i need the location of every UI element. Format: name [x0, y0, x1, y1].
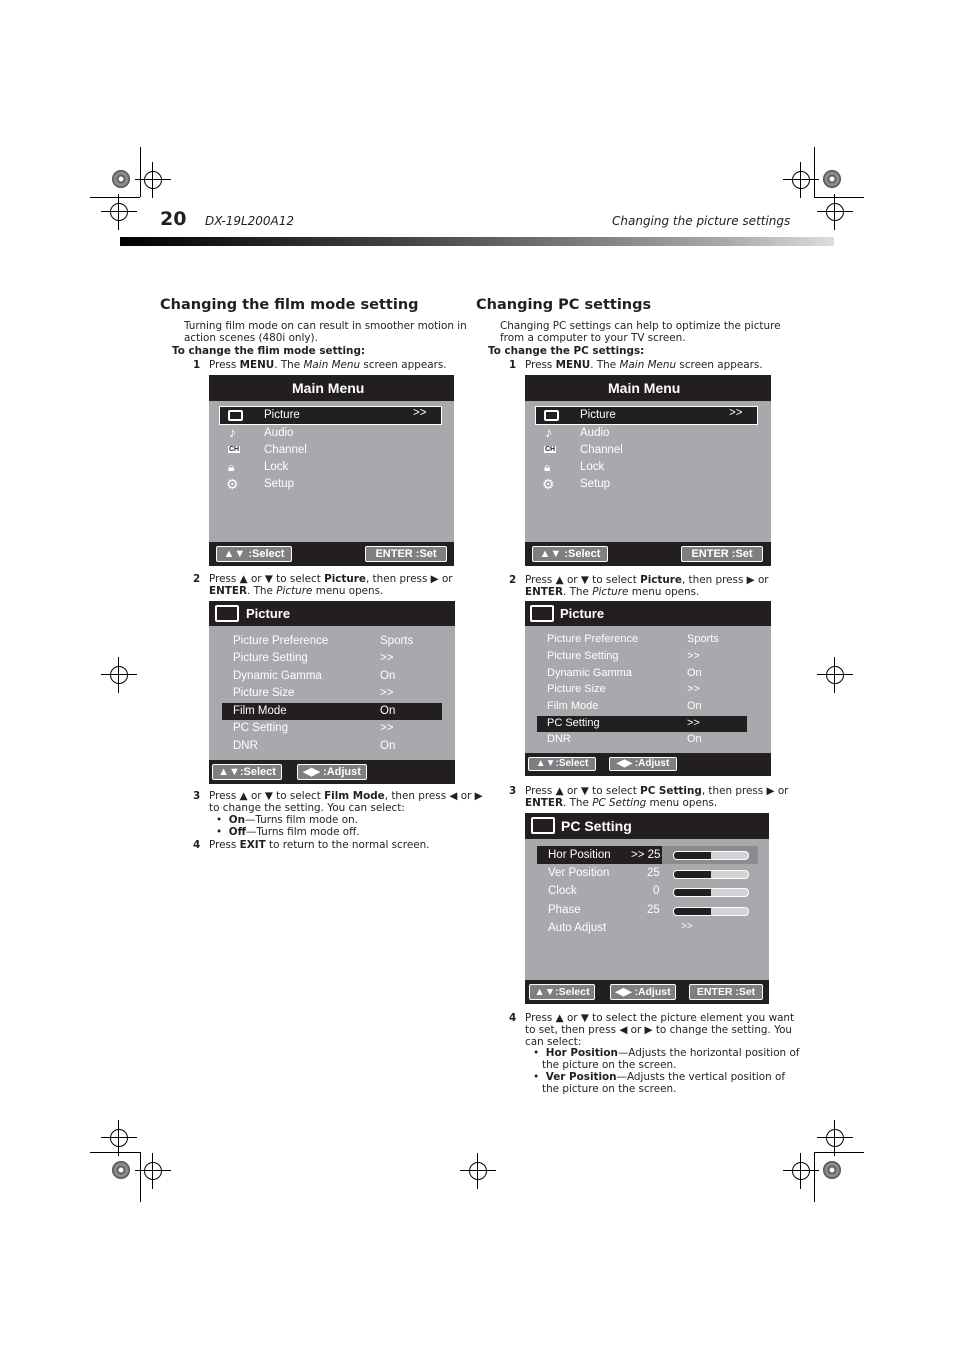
- step-number: 4: [193, 839, 201, 851]
- picture-item-label[interactable]: DNR: [233, 740, 258, 752]
- selected-row-highlight: [219, 406, 442, 425]
- picture-item-label[interactable]: Picture Size: [233, 687, 295, 699]
- pc-setting-screen: [525, 813, 769, 1004]
- gear-icon: ⚙: [542, 476, 555, 492]
- pc-item-label[interactable]: Hor Position: [548, 849, 611, 861]
- selected-row-highlight: [535, 406, 758, 425]
- picture-item-label[interactable]: Picture Setting: [233, 652, 308, 664]
- pc-item-value: 25: [647, 867, 660, 879]
- pc-item-value: 0: [653, 885, 660, 897]
- step-number: 2: [509, 574, 517, 586]
- adjust-key: ◀▶ :Adjust: [297, 764, 367, 780]
- select-key: ▲▼:Select: [529, 984, 595, 1000]
- music-note-icon: ♪: [229, 424, 236, 440]
- right-step4-text: Press ▲ or ▼ to select the picture element you want to set, then press ◀ or ▶ to change the setting. You can select:: [525, 1012, 795, 1048]
- pc-item-label[interactable]: Auto Adjust: [548, 922, 607, 934]
- picture-menu-header: [209, 601, 455, 626]
- left-step1-text: Press MENU. The Main Menu screen appears.: [209, 359, 447, 371]
- main-menu-item-setup[interactable]: Setup: [580, 478, 611, 490]
- picture-item-label[interactable]: Dynamic Gamma: [233, 670, 322, 682]
- main-menu-item-channel[interactable]: Channel: [264, 444, 307, 456]
- picture-item-label[interactable]: PC Setting: [547, 717, 600, 729]
- picture-menu-header: [525, 601, 771, 626]
- left-procedure-title: To change the flim mode setting:: [172, 345, 366, 357]
- select-key: ▲▼:Select: [528, 757, 596, 771]
- picture-item-value: On: [380, 705, 396, 717]
- list-item: • On—Turns film mode on.: [216, 814, 358, 826]
- picture-item-value: >>: [380, 722, 394, 734]
- right-intro: Changing PC settings can help to optimize the picture from a computer to your TV screen.: [500, 320, 781, 344]
- main-menu-title: Main Menu: [209, 375, 454, 401]
- picture-item-label[interactable]: Film Mode: [547, 700, 599, 712]
- select-key: ▲▼ :Select: [216, 546, 292, 562]
- main-menu-item-picture[interactable]: Picture: [580, 409, 616, 421]
- running-header: Changing the picture settings: [612, 214, 791, 228]
- list-item: • Hor Position—Adjusts the horizontal position of the picture on the screen.: [533, 1047, 800, 1071]
- pc-item-value: 25: [647, 904, 660, 916]
- clock-slider[interactable]: [673, 888, 749, 897]
- left-heading: Changing the film mode setting: [160, 297, 419, 313]
- picture-item-value: On: [687, 667, 702, 679]
- pc-item-label[interactable]: Clock: [548, 885, 577, 897]
- pc-menu-title: PC Setting: [561, 818, 632, 834]
- select-key: ▲▼:Select: [212, 764, 282, 780]
- main-menu-item-audio[interactable]: Audio: [264, 427, 294, 439]
- left-step3-text: Press ▲ or ▼ to select Film Mode, then press ◀ or ▶ to change the setting. You can select:: [209, 790, 483, 814]
- header-rule: [120, 237, 834, 246]
- picture-menu-footer: [525, 753, 771, 776]
- main-menu-item-value: >>: [413, 407, 427, 419]
- select-key: ▲▼ :Select: [532, 546, 608, 562]
- main-menu-item-lock[interactable]: Lock: [580, 461, 605, 473]
- adjust-key: ◀▶ :Adjust: [610, 984, 676, 1000]
- picture-item-value: >>: [380, 687, 394, 699]
- right-step2-text: Press ▲ or ▼ to select Picture, then press ▶ or ENTER. The Picture menu opens.: [525, 574, 769, 598]
- main-menu-item-channel[interactable]: Channel: [580, 444, 623, 456]
- picture-menu-footer: [209, 760, 455, 784]
- list-item: • Ver Position—Adjusts the vertical position of the picture on the screen.: [533, 1071, 786, 1095]
- pc-item-label[interactable]: Phase: [548, 904, 581, 916]
- picture-item-value: >>: [380, 652, 394, 664]
- pc-item-value: >> 25: [631, 849, 661, 861]
- left-intro: Turning film mode on can result in smoother motion in action scenes (480i only).: [184, 320, 467, 344]
- picture-item-value: >>: [687, 650, 700, 662]
- picture-item-label[interactable]: DNR: [547, 733, 571, 745]
- hor-position-slider[interactable]: [673, 851, 749, 860]
- model-number: DX-19L200A12: [205, 214, 295, 228]
- picture-menu-screen: [525, 601, 771, 776]
- main-menu-item-setup[interactable]: Setup: [264, 478, 295, 490]
- main-menu-footer: [525, 542, 771, 566]
- pc-menu-footer: [525, 980, 769, 1004]
- ch-icon: CH: [229, 446, 240, 453]
- page-number: 20: [160, 208, 187, 230]
- picture-menu-screen: [209, 601, 455, 784]
- list-item: • Off—Turns film mode off.: [216, 826, 360, 838]
- picture-item-value: On: [687, 733, 702, 745]
- picture-item-value: On: [380, 740, 396, 752]
- picture-item-label[interactable]: Picture Size: [547, 683, 606, 695]
- step-number: 2: [193, 573, 201, 585]
- gear-icon: ⚙: [226, 476, 239, 492]
- right-heading: Changing PC settings: [476, 297, 652, 313]
- picture-item-value: Sports: [380, 635, 414, 647]
- picture-item-value: >>: [687, 717, 700, 729]
- left-step2-text: Press ▲ or ▼ to select Picture, then press ▶ or ENTER. The Picture menu opens.: [209, 573, 453, 597]
- picture-item-label[interactable]: PC Setting: [233, 722, 288, 734]
- tv-icon: [531, 817, 555, 834]
- picture-item-value: On: [687, 700, 702, 712]
- main-menu-item-audio[interactable]: Audio: [580, 427, 610, 439]
- picture-item-label[interactable]: Dynamic Gamma: [547, 667, 632, 679]
- main-menu-screen: [525, 375, 771, 566]
- enter-set-key: ENTER :Set: [681, 546, 763, 562]
- tv-icon: [530, 605, 554, 622]
- pc-menu-header: [525, 813, 769, 839]
- picture-item-value: On: [380, 670, 396, 682]
- main-menu-title: Main Menu: [525, 375, 771, 401]
- lock-icon: 🔒︎: [228, 460, 235, 474]
- step-number: 1: [509, 359, 517, 371]
- picture-item-label[interactable]: Picture Preference: [547, 633, 639, 645]
- tv-icon: [544, 410, 559, 421]
- lock-icon: 🔒︎: [544, 460, 551, 474]
- main-menu-item-picture[interactable]: Picture: [264, 409, 300, 421]
- picture-item-label[interactable]: Picture Preference: [233, 635, 329, 647]
- picture-item-label[interactable]: Film Mode: [233, 705, 287, 717]
- picture-item-label[interactable]: Picture Setting: [547, 650, 619, 662]
- ch-icon: CH: [545, 446, 556, 453]
- picture-menu-title: Picture: [246, 606, 291, 621]
- left-step4-text: Press EXIT to return to the normal screen.: [209, 839, 430, 851]
- tv-icon: [215, 605, 239, 622]
- pc-item-value: >>: [681, 921, 693, 932]
- main-menu-item-lock[interactable]: Lock: [264, 461, 289, 473]
- ver-position-slider[interactable]: [673, 870, 749, 879]
- tv-icon: [228, 410, 243, 421]
- phase-slider[interactable]: [673, 907, 749, 916]
- right-procedure-title: To change the PC settings:: [488, 345, 645, 357]
- music-note-icon: ♪: [545, 424, 552, 440]
- picture-item-value: Sports: [687, 633, 719, 645]
- step-number: 1: [193, 359, 201, 371]
- pc-item-label[interactable]: Ver Position: [548, 867, 610, 879]
- main-menu-item-value: >>: [729, 407, 743, 419]
- enter-set-key: ENTER :Set: [689, 984, 763, 1000]
- right-step1-text: Press MENU. The Main Menu screen appears.: [525, 359, 763, 371]
- picture-menu-title: Picture: [560, 606, 605, 621]
- picture-item-value: >>: [687, 683, 700, 695]
- adjust-key: ◀▶ :Adjust: [609, 757, 677, 771]
- step-number: 4: [509, 1012, 517, 1024]
- main-menu-footer: [209, 542, 454, 566]
- main-menu-screen: [209, 375, 454, 566]
- enter-set-key: ENTER :Set: [365, 546, 447, 562]
- step-number: 3: [509, 785, 517, 797]
- step-number: 3: [193, 790, 201, 802]
- right-step3-text: Press ▲ or ▼ to select PC Setting, then press ▶ or ENTER. The PC Setting menu opens.: [525, 785, 789, 809]
